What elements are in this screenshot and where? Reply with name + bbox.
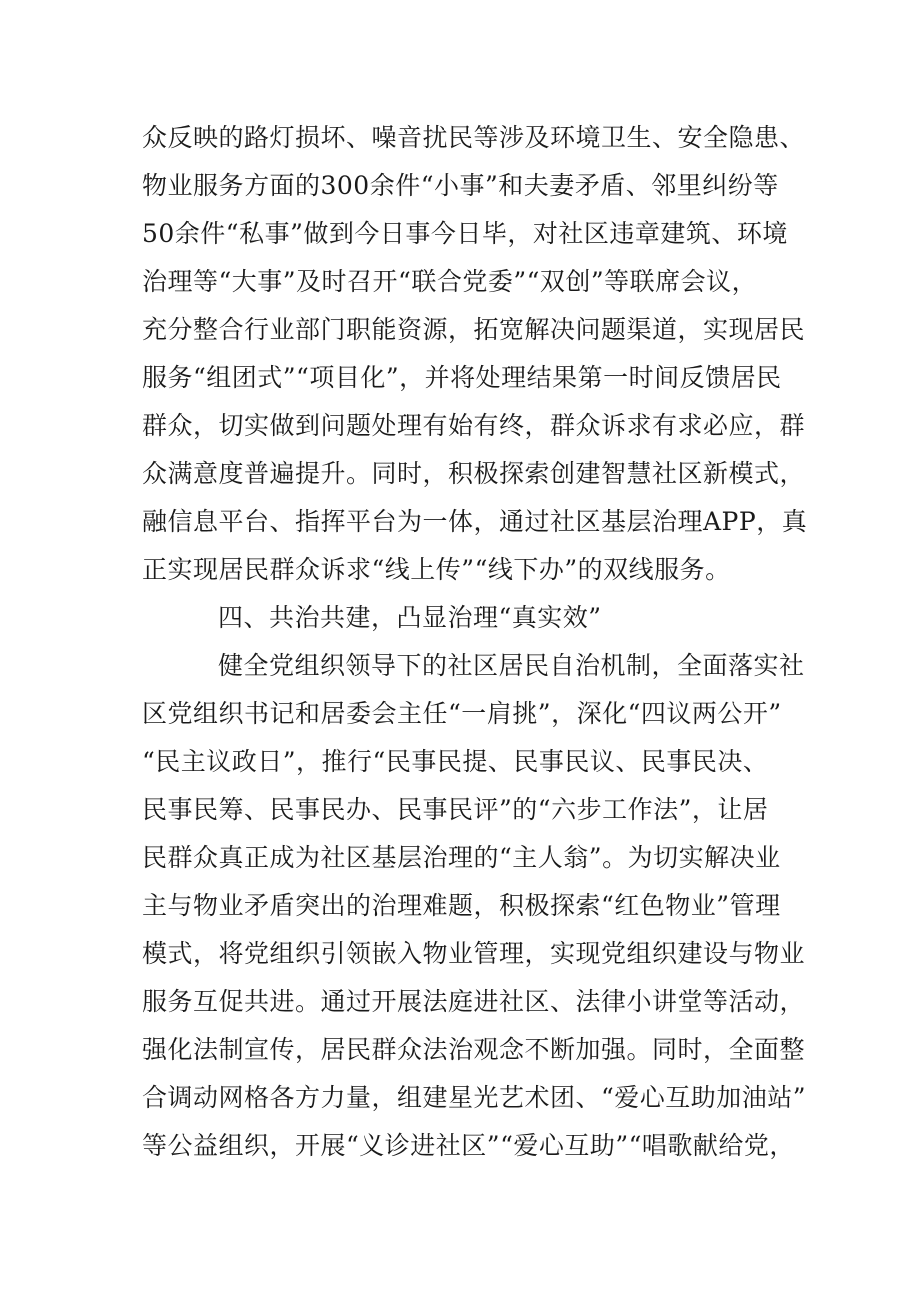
body-text-line: 50余件“私事”做到今日事今日毕，对社区违章建筑、环境	[142, 219, 788, 248]
body-text-line: 民事民筹、民事民办、民事民评”的“六步工作法”，让居	[142, 795, 769, 824]
body-text-line: 服务互促共进。通过开展法庭进社区、法律小讲堂等活动，	[142, 987, 806, 1016]
body-text-line: 融信息平台、指挥平台为一体，通过社区基层治理APP，真	[142, 507, 808, 536]
body-text-line: 物业服务方面的300余件“小事”和夫妻矛盾、邻里纠纷等	[142, 171, 779, 200]
body-text-line: 健全党组织领导下的社区居民自治机制，全面落实社	[218, 651, 805, 680]
body-text-line: “民主议政日”，推行“民事民提、民事民议、民事民决、	[142, 747, 769, 776]
body-text-line: 治理等“大事”及时召开“联合党委”“双创”等联席会议，	[142, 267, 758, 296]
body-text-line: 合调动网格各方力量，组建星光艺术团、“爱心互助加油站”	[142, 1083, 807, 1112]
body-text-line: 服务“组团式”“项目化”，并将处理结果第一时间反馈居民	[142, 363, 782, 392]
body-text-line: 群众，切实做到问题处理有始有终，群众诉求有求必应，群	[142, 411, 806, 440]
body-text-line: 民群众真正成为社区基层治理的“主人翁”。为切实解决业	[142, 843, 781, 872]
body-text-line: 等公益组织，开展“义诊进社区”“爱心互助”“唱歌献给党，	[142, 1131, 795, 1160]
body-text-line: 强化法制宣传，居民群众法治观念不断加强。同时，全面整	[142, 1035, 806, 1064]
body-text-line: 充分整合行业部门职能资源，拓宽解决问题渠道，实现居民	[142, 315, 806, 344]
body-text-line: 区党组织书记和居委会主任“一肩挑”，深化“四议两公开”	[142, 699, 782, 728]
body-text-line: 主与物业矛盾突出的治理难题，积极探索“红色物业”管理	[142, 891, 781, 920]
body-text-line: 正实现居民群众诉求“线上传”“线下办”的双线服务。	[142, 555, 731, 584]
body-text-line: 模式，将党组织引领嵌入物业管理，实现党组织建设与物业	[142, 939, 806, 968]
section-heading: 四、共治共建，凸显治理“真实效”	[218, 603, 602, 632]
body-text-line: 众反映的路灯损坏、噪音扰民等涉及环境卫生、安全隐患、	[142, 123, 806, 152]
body-text-line: 众满意度普遍提升。同时，积极探索创建智慧社区新模式，	[142, 459, 806, 488]
